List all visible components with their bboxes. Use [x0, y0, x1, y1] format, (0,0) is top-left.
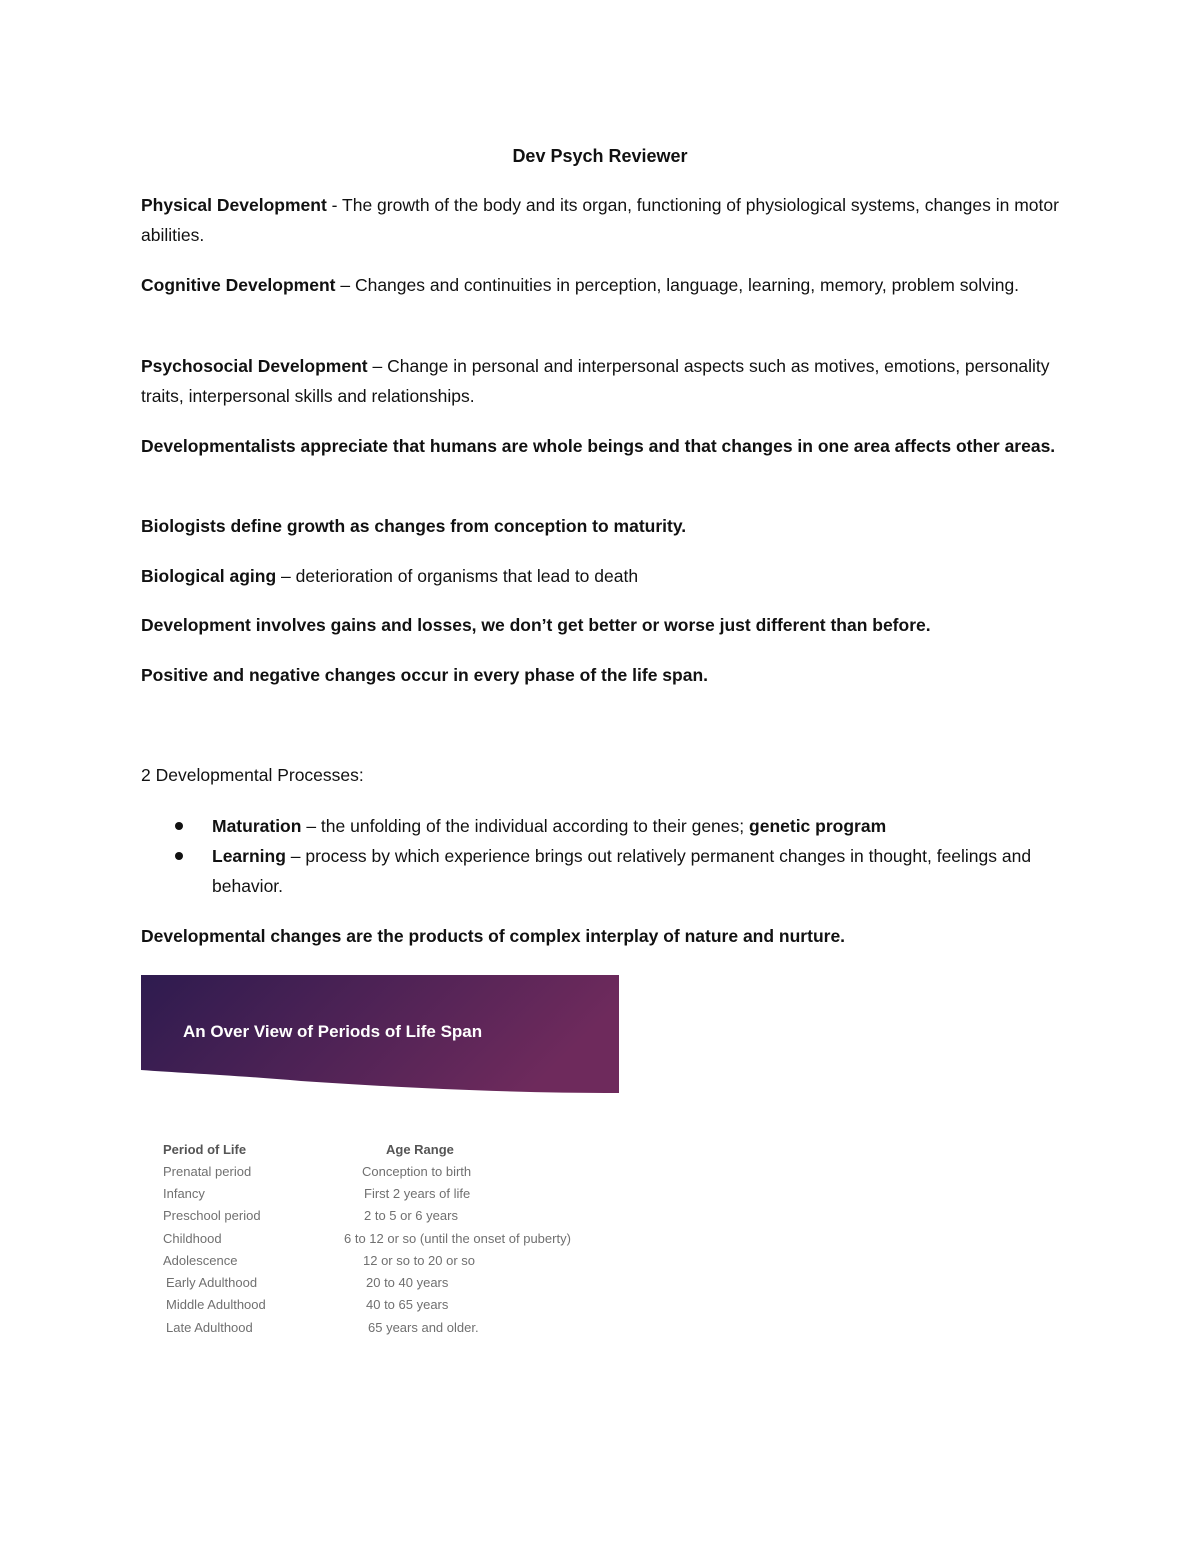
- positive-negative-statement: Positive and negative changes occur in every phase of the life span.: [141, 665, 708, 685]
- age-cell: Conception to birth: [362, 1163, 472, 1179]
- age-cell: 65 years and older.: [368, 1319, 479, 1335]
- conclusion-statement: Developmental changes are the products of complex interplay of nature and nurture.: [141, 926, 846, 946]
- biological-aging-term: Biological aging: [141, 566, 277, 586]
- slide-title: An Over View of Periods of Life Span: [183, 1022, 483, 1041]
- table-row: [163, 1294, 571, 1316]
- maturation-term: Maturation: [212, 816, 302, 836]
- psychosocial-development-paragraph: [141, 351, 1071, 411]
- cognitive-development-paragraph: [141, 270, 1071, 300]
- period-cell: Late Adulthood: [166, 1319, 253, 1335]
- biological-aging-text: – deterioration of organisms that lead to death: [281, 566, 639, 586]
- period-cell: Adolescence: [163, 1252, 238, 1268]
- table-row: [163, 1160, 571, 1182]
- processes-list: [141, 811, 1071, 901]
- table-row: [163, 1182, 571, 1204]
- table-row: [163, 1205, 571, 1227]
- processes-heading: 2 Developmental Processes:: [141, 765, 364, 785]
- age-cell: 12 or so to 20 or so: [363, 1252, 476, 1268]
- age-cell: 40 to 65 years: [366, 1297, 449, 1313]
- physical-development-term: Physical Development: [141, 195, 327, 215]
- psychosocial-development-text: – Change in personal and interpersonal aspects such as motives, emotions, personality traits, interpersonal skills and relationships.: [141, 356, 1050, 406]
- period-cell: Childhood: [163, 1230, 222, 1246]
- gains-losses-statement: Development involves gains and losses, we don’t get better or worse just different than before.: [141, 615, 931, 635]
- period-cell: Middle Adulthood: [166, 1297, 266, 1313]
- period-cell: Prenatal period: [163, 1163, 252, 1179]
- column-header-period: Period of Life: [163, 1141, 247, 1157]
- page-title: Dev Psych Reviewer: [512, 146, 688, 166]
- cognitive-development-text: – Changes and continuities in perception, language, learning, memory, problem solving.: [340, 275, 1020, 295]
- psychosocial-development-term: Psychosocial Development: [141, 356, 368, 376]
- period-cell: Early Adulthood: [166, 1275, 258, 1291]
- life-span-table: [163, 1138, 571, 1338]
- learning-term: Learning: [212, 846, 286, 866]
- cognitive-development-term: Cognitive Development: [141, 275, 336, 295]
- period-cell: Infancy: [163, 1185, 205, 1201]
- biologists-statement: Biologists define growth as changes from conception to maturity.: [141, 516, 687, 536]
- learning-text: – process by which experience brings out relatively permanent changes in thought, feelings and behavior.: [212, 846, 1032, 896]
- table-row: [163, 1249, 571, 1271]
- age-cell: 20 to 40 years: [366, 1275, 449, 1291]
- period-cell: Preschool period: [163, 1208, 261, 1224]
- bullet-icon: [175, 852, 183, 860]
- maturation-text: – the unfolding of the individual according to their genes;: [306, 816, 745, 836]
- age-cell: First 2 years of life: [364, 1185, 471, 1201]
- age-cell: 6 to 12 or so (until the onset of puberty): [344, 1230, 571, 1246]
- table-row: [163, 1316, 571, 1338]
- biological-aging-paragraph: [141, 561, 1071, 591]
- physical-development-paragraph: [141, 190, 1071, 250]
- table-row: [163, 1271, 571, 1293]
- list-item: [141, 811, 1071, 841]
- column-header-age: Age Range: [386, 1141, 454, 1157]
- maturation-emphasis: genetic program: [749, 816, 887, 836]
- life-span-slide-image: [141, 975, 619, 1361]
- bullet-icon: [175, 822, 183, 830]
- table-row: [163, 1227, 571, 1249]
- age-cell: 2 to 5 or 6 years: [364, 1208, 458, 1224]
- list-item: [141, 841, 1071, 901]
- developmentalists-statement: Developmentalists appreciate that humans are whole beings and that changes in one area affects other areas.: [141, 436, 1056, 456]
- physical-development-text: - The growth of the body and its organ, functioning of physiological systems, changes in motor abilities.: [141, 195, 1059, 245]
